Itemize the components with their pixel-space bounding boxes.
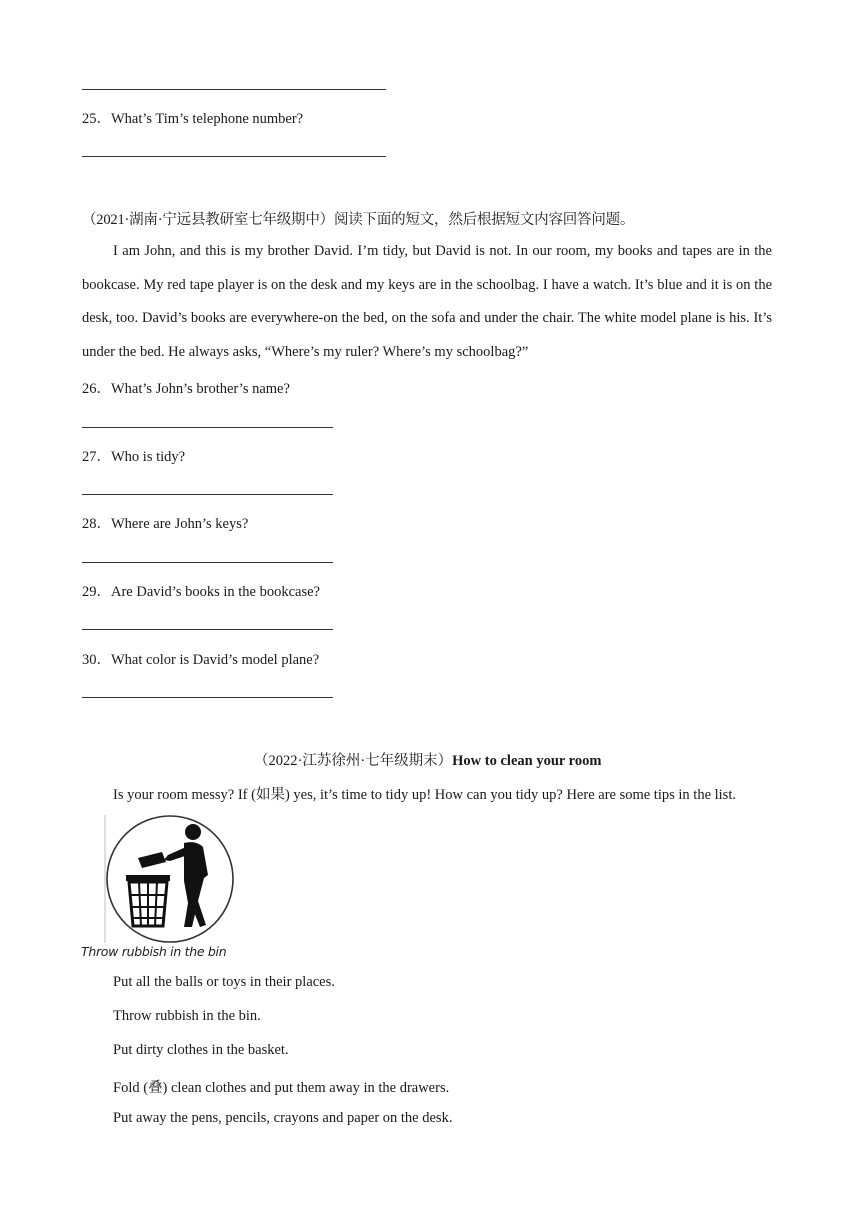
question-text: Are David’s books in the bookcase? <box>111 584 320 600</box>
section-title: How to clean your room <box>452 753 602 769</box>
reading-passage: I am John, and this is my brother David. I’m tidy, but David is not. In our room, my books and tapes are in the bookcase. My red tape player is on the desk and my keys are in the schoolbag. I have a watch. It’s blue and it is on the desk, too. David’s books are everywhere-on the bed, on the sofa and under the chair. The white model plane is his. It’s under the bed. He always asks, “Where’s my ruler? Where’s my schoolbag?” <box>82 243 772 361</box>
image-caption: Throw rubbish in the bin <box>81 944 227 959</box>
question-number: 26． <box>82 381 111 397</box>
question-text: What’s Tim’s telephone number? <box>111 111 304 127</box>
answer-line-24[interactable] <box>82 89 386 90</box>
section-source: （2021·湖南·宁远县教研室七年级期中）阅读下面的短文，然后根据短文内容回答问题。 <box>82 212 635 228</box>
answer-line-29[interactable] <box>82 629 333 630</box>
question-28 <box>82 512 248 533</box>
question-26 <box>82 377 290 398</box>
question-29 <box>82 580 320 601</box>
tip-item: Put away the pens, pencils, crayons and paper on the desk. <box>113 1110 453 1126</box>
trash-bin-illustration <box>80 815 240 945</box>
question-text: What’s John’s brother’s name? <box>111 381 290 397</box>
throw-rubbish-icon <box>80 815 240 945</box>
tip-item: Put all the balls or toys in their places. <box>113 974 335 990</box>
answer-line-30[interactable] <box>82 697 333 698</box>
question-text: What color is David’s model plane? <box>111 652 320 668</box>
section-source: （2022·江苏徐州·七年级期末） <box>254 753 453 769</box>
tip-item: Put dirty clothes in the basket. <box>113 1042 289 1058</box>
question-number: 29． <box>82 584 111 600</box>
question-30 <box>82 648 319 669</box>
question-25 <box>82 107 303 128</box>
question-number: 28． <box>82 516 111 532</box>
question-number: 25． <box>82 111 111 127</box>
section-heading <box>254 749 601 770</box>
intro-text: Is your room messy? If (如果) yes, it’s time to tidy up! How can you tidy up? Here are some tips in the list. <box>113 787 736 803</box>
question-27 <box>82 445 185 466</box>
tip-item: Fold (叠) clean clothes and put them away in the drawers. <box>113 1080 450 1096</box>
tip-item: Throw rubbish in the bin. <box>113 1008 261 1024</box>
question-text: Where are John’s keys? <box>111 516 249 532</box>
question-number: 30． <box>82 652 111 668</box>
question-text: Who is tidy? <box>111 449 186 465</box>
answer-line-26[interactable] <box>82 427 333 428</box>
question-number: 27． <box>82 449 111 465</box>
answer-line-27[interactable] <box>82 494 333 495</box>
answer-line-25[interactable] <box>82 156 386 157</box>
answer-line-28[interactable] <box>82 562 333 563</box>
